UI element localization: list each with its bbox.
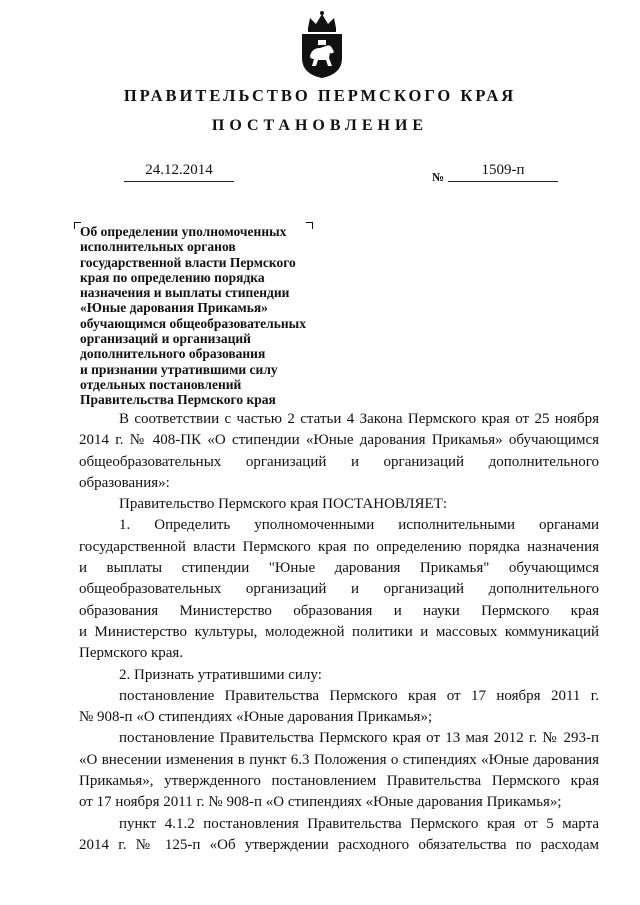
body-line: постановление Правительства Пермского края от 13 мая 2012 г. № 293-п xyxy=(119,730,599,747)
body-line: пункт 4.1.2 постановления Правительства Пермского края от 5 марта xyxy=(119,815,599,832)
document-body xyxy=(79,409,599,856)
subject-line: исполнительных органов xyxy=(80,239,236,255)
subject-line: обучающимся общеобразовательных xyxy=(80,315,306,331)
subject-line: организаций и организаций xyxy=(80,331,251,347)
subject-line: «Юные дарования Прикамья» xyxy=(80,300,268,316)
date-underline xyxy=(124,181,234,182)
government-title: ПРАВИТЕЛЬСТВО ПЕРМСКОГО КРАЯ xyxy=(123,86,517,105)
body-line: и Министерство культуры, молодежной политики и массовых коммуникаций xyxy=(79,623,599,640)
number-underline xyxy=(448,181,558,182)
body-line: «О внесении изменения в пункт 6.3 Положения о стипендиях «Юные дарования xyxy=(79,751,599,768)
body-line: № 908-п «О стипендиях «Юные дарования Прикамья»; xyxy=(79,709,433,726)
body-line: государственной власти Пермского края по определению порядка назначения xyxy=(79,538,599,555)
body-line: Прикамья», утвержденного постановлением Правительства Пермского края xyxy=(79,773,599,790)
body-line: В соответствии с частью 2 статьи 4 Закона Пермского края от 25 ноября xyxy=(119,411,599,427)
subject-line: назначения и выплаты стипендии xyxy=(80,285,290,301)
body-line: от 17 ноября 2011 г. № 908-п «О стипендиях «Юные дарования Прикамья»; xyxy=(79,794,562,811)
document-subject xyxy=(80,224,348,408)
subject-line: отдельных постановлений xyxy=(80,376,242,392)
body-line: образования»: xyxy=(79,474,170,491)
subject-line: государственной власти Пермского xyxy=(80,254,296,270)
body-line: 2014 г. № 408-ПК «О стипендии «Юные дарования Прикамья» обучающимся xyxy=(79,432,599,449)
body-line: общеобразовательных организаций и организаций дополнительного xyxy=(79,453,599,470)
subject-line: края по определению порядка xyxy=(80,269,265,285)
body-line: 1. Определить уполномоченными исполнительными органами xyxy=(119,517,599,534)
body-line: 2. Признать утратившими силу: xyxy=(119,666,322,683)
body-line: и выплаты стипендии "Юные дарования Прикамья" обучающимся xyxy=(79,560,599,577)
document-number: 1509-п xyxy=(481,162,525,178)
body-line: образования Министерство образования и науки Пермского края xyxy=(79,602,599,619)
coat-of-arms-emblem xyxy=(296,10,348,80)
subject-line: Правительства Пермского края xyxy=(80,392,276,408)
body-line: 2014 г. № 125-п «Об утверждении расходного обязательства по расходам xyxy=(79,836,599,853)
body-line: постановление Правительства Пермского края от 17 ноября 2011 г. xyxy=(119,687,599,704)
body-line: Правительство Пермского края ПОСТАНОВЛЯЕТ: xyxy=(119,496,448,513)
document-type: ПОСТАНОВЛЕНИЕ xyxy=(211,117,429,134)
subject-line: и признании утратившими силу xyxy=(80,361,278,377)
body-line: общеобразовательных организаций и организаций дополнительного xyxy=(79,581,599,598)
subject-line: дополнительного образования xyxy=(80,346,266,362)
body-line: Пермского края. xyxy=(79,645,184,662)
document-date: 24.12.2014 xyxy=(145,162,213,178)
number-sign: № xyxy=(432,170,445,184)
subject-line: Об определении уполномоченных xyxy=(80,224,287,239)
